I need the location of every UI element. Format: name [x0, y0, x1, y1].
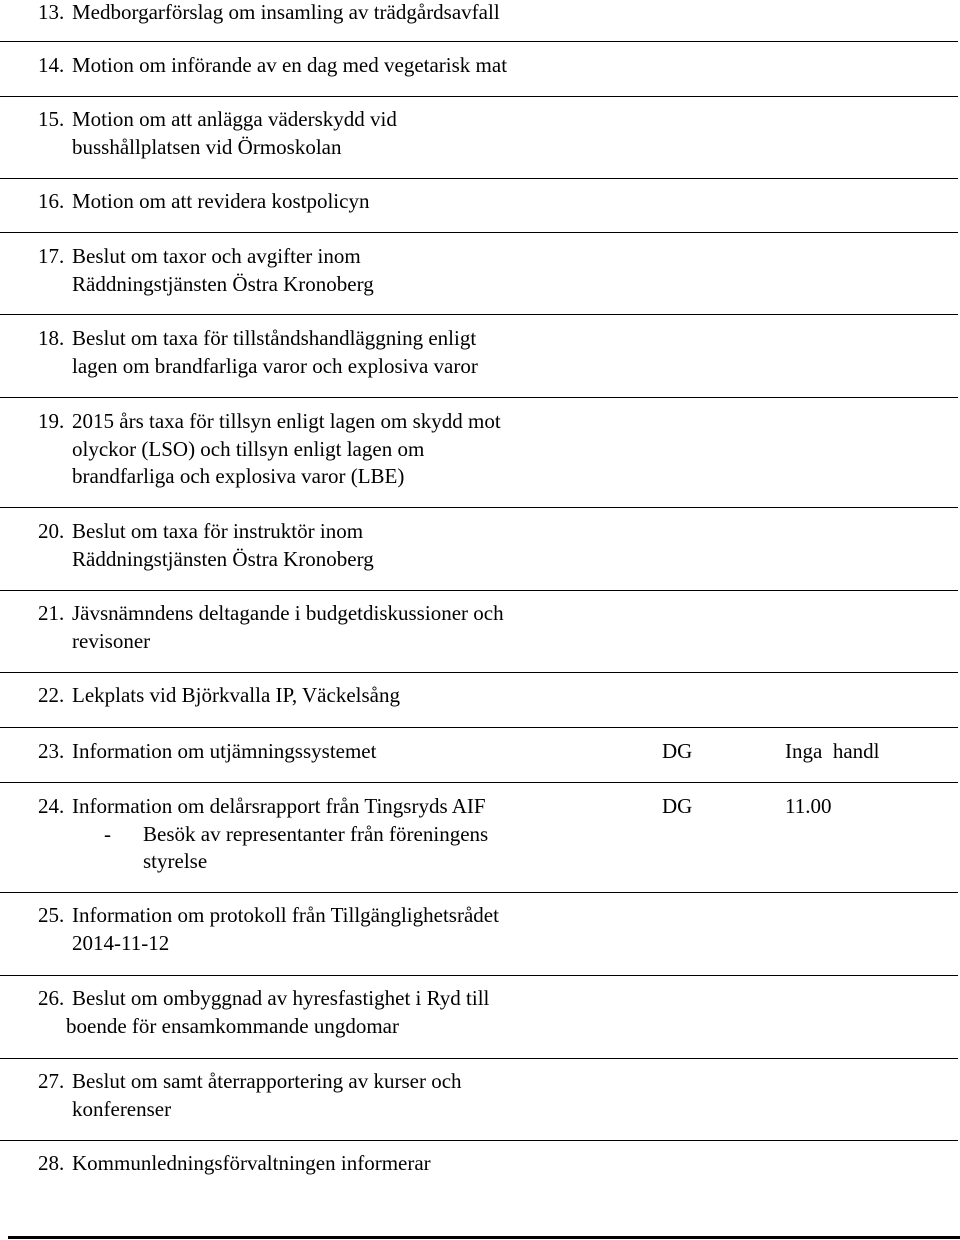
item-number: 16. [38, 189, 65, 213]
row-divider [0, 314, 958, 315]
item-title [72, 188, 592, 216]
item-title [72, 682, 592, 710]
item-title-line: brandfarliga och explosiva varor (LBE) [72, 464, 405, 488]
item-title [72, 518, 592, 573]
row-divider [0, 1058, 958, 1059]
row-divider [0, 727, 958, 728]
item-title-line: Räddningstjänsten Östra Kronoberg [72, 271, 374, 296]
item-number: 21. [38, 601, 65, 625]
bullet-dash: - [104, 821, 111, 846]
item-title [72, 325, 592, 380]
item-title [72, 1150, 592, 1178]
item-title [66, 985, 586, 1040]
item-title [72, 793, 592, 821]
item-title-line: Motion om att anlägga väderskydd vid [72, 107, 397, 131]
item-title [72, 600, 592, 655]
item-title-line: Information om delårsrapport från Tingsryds AIF [72, 794, 486, 818]
item-number: 23. [38, 739, 65, 763]
row-divider [0, 782, 958, 783]
item-title [72, 0, 592, 27]
bottom-rule [8, 1236, 960, 1239]
item-title [72, 738, 592, 766]
row-divider [0, 892, 958, 893]
item-number: 27. [38, 1069, 65, 1093]
item-title [72, 902, 592, 957]
item-title-line: Information om utjämningssystemet [72, 739, 377, 763]
item-number: 24. [38, 794, 65, 818]
item-title [72, 52, 592, 80]
sub-bullet-text [143, 821, 488, 876]
item-title-line: Beslut om taxor och avgifter inom [72, 244, 361, 268]
sub-bullet-line: Besök av representanter från föreningens [143, 821, 489, 846]
item-title-line: olyckor (LSO) och tillsyn enligt lagen om [72, 436, 425, 461]
row-divider [0, 507, 958, 508]
item-number: 28. [38, 1151, 65, 1175]
item-title-line: Motion om att revidera kostpolicyn [72, 189, 370, 213]
item-title [72, 243, 592, 298]
item-title-line: Beslut om samt återrapportering av kurser och [72, 1069, 462, 1093]
item-number: 15. [38, 107, 65, 131]
row-divider [0, 178, 958, 179]
item-number: 25. [38, 903, 65, 927]
item-title [72, 1068, 592, 1123]
item-title-line: Kommunledningsförvaltningen informerar [72, 1151, 431, 1175]
row-divider [0, 590, 958, 591]
item-title-line: revisoner [72, 628, 151, 653]
item-title-line: Beslut om ombyggnad av hyresfastighet i Ryd till [72, 986, 490, 1010]
item-title-line: Jävsnämndens deltagande i budgetdiskussioner och [72, 601, 504, 625]
item-number: 18. [38, 326, 65, 350]
item-time: Inga handl [785, 739, 880, 763]
row-divider [0, 41, 958, 42]
item-number: 26. [38, 986, 65, 1010]
item-title-line: busshållplatsen vid Örmoskolan [72, 134, 342, 159]
item-title [72, 408, 592, 491]
item-title-line: Beslut om taxa för instruktör inom [72, 519, 364, 543]
item-title-line: 2015 års taxa för tillsyn enligt lagen om skydd mot [72, 409, 501, 433]
item-title-line: konferenser [72, 1096, 172, 1121]
item-number: 17. [38, 244, 65, 268]
sub-bullet-line: styrelse [143, 849, 208, 873]
item-title-line: lagen om brandfarliga varor och explosiva varor [72, 353, 478, 378]
row-divider [0, 975, 958, 976]
row-divider [0, 397, 958, 398]
item-title-line: Räddningstjänsten Östra Kronoberg [72, 546, 374, 571]
item-title-line: Motion om införande av en dag med vegetarisk mat [72, 53, 508, 77]
row-divider [0, 232, 958, 233]
item-number: 13. [38, 0, 65, 24]
item-number: 14. [38, 53, 65, 77]
row-divider [0, 1140, 958, 1141]
item-title-line: Beslut om taxa för tillståndshandläggning enligt [72, 326, 477, 350]
item-title-line: Information om protokoll från Tillgänglighetsrådet [72, 903, 499, 927]
item-title-line: boende för ensamkommande ungdomar [66, 1013, 399, 1038]
item-responsible: DG [662, 739, 693, 763]
item-title-line: Medborgarförslag om insamling av trädgårdsavfall [72, 0, 500, 24]
item-number: 19. [38, 409, 65, 433]
item-time: 11.00 [785, 794, 832, 818]
row-divider [0, 672, 958, 673]
row-divider [0, 96, 958, 97]
item-title [72, 106, 592, 161]
item-title-line: Lekplats vid Björkvalla IP, Väckelsång [72, 683, 400, 707]
item-responsible: DG [662, 794, 693, 818]
item-number: 22. [38, 683, 65, 707]
item-number: 20. [38, 519, 65, 543]
item-title-line: 2014-11-12 [72, 930, 170, 955]
